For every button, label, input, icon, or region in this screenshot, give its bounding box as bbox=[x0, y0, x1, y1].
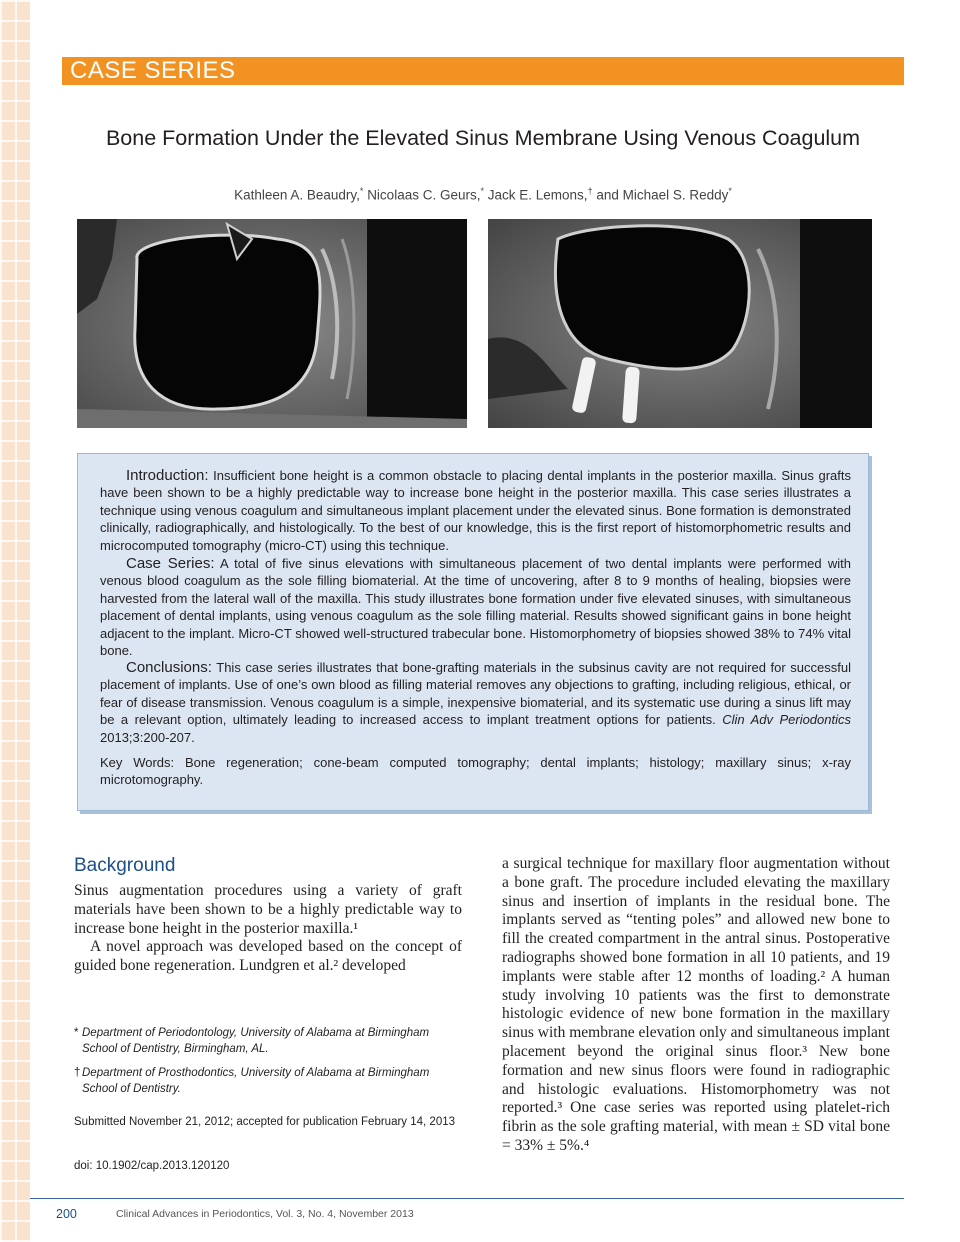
footnote-mark: * bbox=[74, 1027, 79, 1039]
background-paragraph: A novel approach was developed based on the concept of guided bone regeneration. Lundgren et al.² developed bbox=[74, 938, 462, 975]
abstract-case-series-text: A total of five sinus elevations with simultaneous placement of two dental implants were performed with venous blood coagulum as the sole filling biomaterial. At the time of uncovering, after 8 to 9 months of healing, biopsies were harvested from the lateral wall of the maxilla. This study illustrates bone formation under five elevated sinuses, with simultaneous placement of dental implants, using venous coagulum as the sole filling material. Results showed significant gains in bone height adjacent to the implant. Micro-CT showed well-structured trabecular bone. Histomorphometry of biopsies showed 38% to 74% vital bone. bbox=[100, 556, 851, 659]
page-number: 200 bbox=[56, 1207, 77, 1221]
ct-scan-image-postoperative bbox=[488, 219, 872, 428]
abstract-case-series bbox=[100, 555, 851, 659]
abstract-introduction-text: Insufficient bone height is a common obstacle to placing dental implants in the posterior maxilla. Sinus grafts have been shown to be a highly predictable way to increase bone height in the posterior maxilla. This case series illustrates a technique using venous coagulum and simultaneous implant placement under the elevated sinus. Bone formation is demonstrated clinically, radiographically, and histologically. To the best of our knowledge, this is the first report of histomorphometric results and microcomputed tomography (micro-CT) using this technique. bbox=[100, 468, 851, 553]
abstract-case-series-heading: Case Series: bbox=[126, 555, 215, 572]
background-heading: Background bbox=[74, 855, 176, 876]
ct-scan-image-preoperative bbox=[77, 219, 467, 428]
keywords-text: Bone regeneration; cone-beam computed tomography; dental implants; histology; maxillary sinus; x-ray microtomography. bbox=[100, 755, 851, 788]
keywords-heading: Key Words: bbox=[100, 755, 175, 770]
footnote-mark: † bbox=[74, 1067, 81, 1079]
author-name: Jack E. Lemons, bbox=[487, 187, 588, 203]
abstract-conclusions-heading: Conclusions: bbox=[126, 659, 212, 676]
background-paragraph: a surgical technique for maxillary floor augmentation without a bone graft. The procedure included elevating the maxillary sinus and insertion of implants in the residual bone. The implants served as “tenting poles” and allowed new bone to fill the created compartment in the antral sinus. Postoperative radiographs showed bone formation in all 10 patients, and 19 implants were stable after 12 months of loading.² A human study involving 10 patients was the first to demonstrate histologic evidence of new bone formation in the maxillary sinus with membrane elevation only and simultaneous implant placement beyond the original sinus floor.³ New bone formation and new sinus floors were found in radiographic and histologic evaluations. Histomorphometry was not reported.³ One case series was reported using platelet-rich fibrin as the sole grafting material, with mean ± SD vital bone = 33% ± 5%.⁴ bbox=[502, 855, 890, 1154]
author-list bbox=[62, 186, 904, 203]
abstract-conclusions bbox=[100, 659, 851, 746]
abstract-introduction-heading: Introduction: bbox=[126, 467, 209, 484]
background-right-column bbox=[502, 855, 890, 1156]
background-left-column bbox=[74, 882, 462, 976]
affiliation-footnote bbox=[74, 1025, 462, 1057]
affiliation-mark: * bbox=[728, 186, 732, 196]
article-title: Bone Formation Under the Elevated Sinus Membrane Using Venous Coagulum bbox=[105, 126, 861, 150]
affiliation-mark: * bbox=[359, 186, 364, 196]
author-name: Kathleen A. Beaudry, bbox=[234, 187, 360, 203]
background-paragraph: Sinus augmentation procedures using a variety of graft materials have been shown to be a highly predictable way to increase bone height in the posterior maxilla.¹ bbox=[74, 882, 462, 937]
footnote-line: Department of Prosthodontics, University of Alabama at Birmingham bbox=[82, 1067, 430, 1079]
author-name: and Michael S. Reddy bbox=[596, 187, 729, 203]
citation-journal: Clin Adv Periodontics bbox=[722, 712, 851, 728]
citation-details: 2013;3:200-207. bbox=[100, 729, 195, 745]
abstract-introduction bbox=[100, 467, 851, 554]
author-name: Nicolaas C. Geurs, bbox=[367, 187, 481, 203]
footnote-line: Department of Periodontology, University of Alabama at Birmingham bbox=[82, 1027, 430, 1039]
section-banner bbox=[62, 57, 904, 85]
affiliation-mark: * bbox=[480, 186, 484, 196]
affiliation-footnote bbox=[74, 1065, 462, 1097]
journal-footer: Clinical Advances in Periodontics, Vol. 3, No. 4, November 2013 bbox=[116, 1208, 414, 1220]
footnote-line: School of Dentistry, Birmingham, AL. bbox=[82, 1043, 269, 1055]
section-label: CASE SERIES bbox=[70, 57, 236, 84]
doi: doi: 10.1902/cap.2013.120120 bbox=[74, 1160, 230, 1172]
abstract-keywords bbox=[100, 754, 851, 789]
decorative-side-strip bbox=[0, 0, 30, 1242]
abstract-conclusions-text: This case series illustrates that bone-grafting materials in the subsinus cavity are not required for successful placement of implants. Use of one’s own blood as filling material removes any objections to grafting, including religious, ethical, or fear of disease transmission. Venous coagulum is a simple, inexpensive biomaterial, and its systematic use during a sinus lift may be a relevant option, ultimately leading to increased access to implant treatment options for patients. bbox=[100, 660, 851, 728]
footer-divider bbox=[30, 1198, 904, 1199]
footnote-line: School of Dentistry. bbox=[82, 1083, 181, 1095]
submission-dates: Submitted November 21, 2012; accepted for publication February 14, 2013 bbox=[74, 1116, 456, 1128]
affiliation-mark: † bbox=[587, 186, 593, 196]
